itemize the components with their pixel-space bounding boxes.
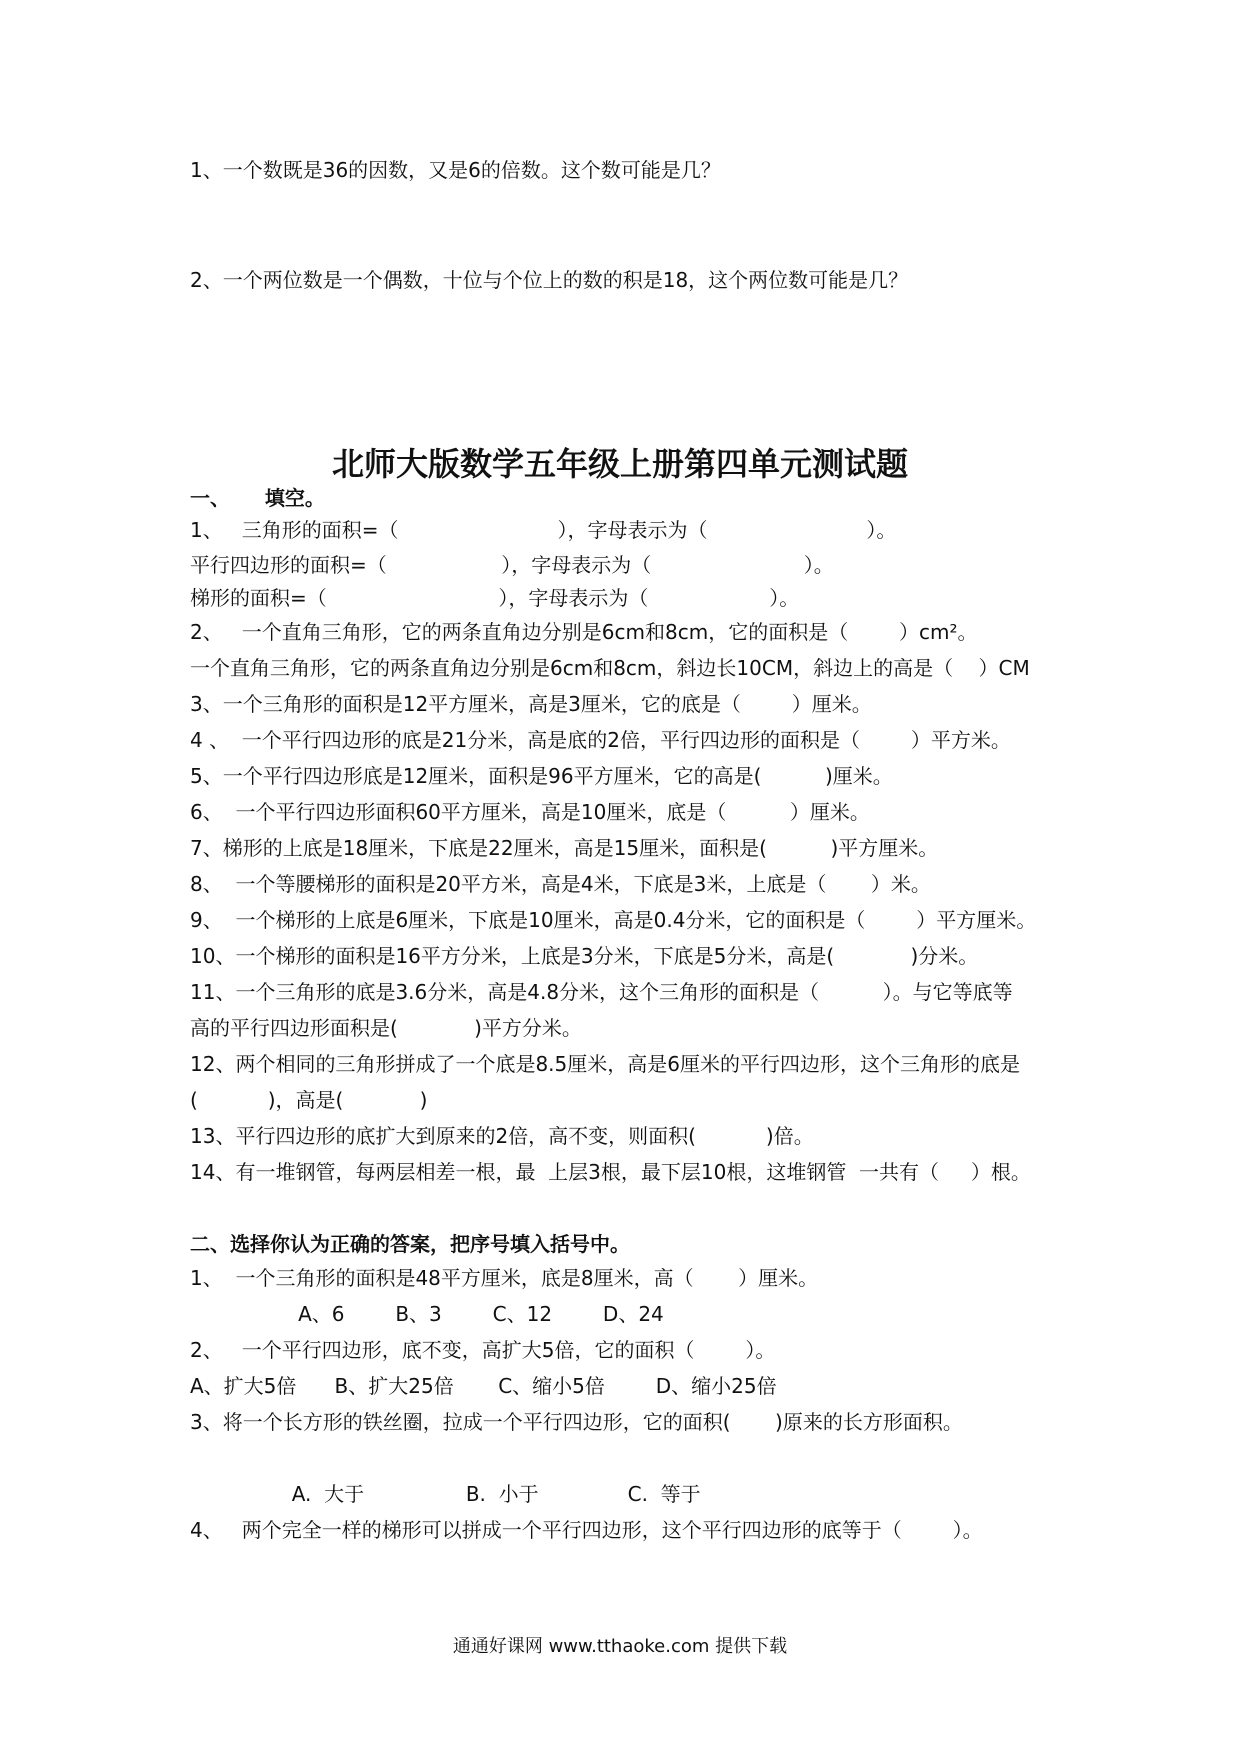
section2-heading: 二、选择你认为正确的答案，把序号填入括号中。 [190, 1232, 630, 1256]
choice-line-7: 4、 两个完全一样的梯形可以拼成一个平行四边形，这个平行四边形的底等于（ ）。 [190, 1518, 983, 1542]
fill-line-16: 12、两个相同的三角形拼成了一个底是8.5厘米，高是6厘米的平行四边形，这个三角形的底是 [190, 1052, 1020, 1076]
fill-line-9: 6、 一个平行四边形面积60平方厘米，高是10厘米，底是（ ）厘米。 [190, 800, 870, 824]
pre-question-1: 1、一个数既是36的因数，又是6的倍数。这个数可能是几？ [190, 158, 721, 182]
page-title: 北师大版数学五年级上册第四单元测试题 [331, 445, 908, 483]
fill-line-18: 13、平行四边形的底扩大到原来的2倍，高不变，则面积( )倍。 [190, 1124, 814, 1148]
fill-line-10: 7、梯形的上底是18厘米，下底是22厘米，高是15厘米，面积是( )平方厘米。 [190, 836, 939, 860]
choice-line-6: A. 大于 B. 小于 C. 等于 [190, 1482, 701, 1506]
fill-line-13: 10、一个梯形的面积是16平方分米，上底是3分米，下底是5分米，高是( )分米。 [190, 944, 979, 968]
fill-line-3: 梯形的面积=（ ），字母表示为（ ）。 [190, 586, 800, 610]
choice-line-3: 2、 一个平行四边形，底不变，高扩大5倍，它的面积（ ）。 [190, 1338, 776, 1362]
fill-line-4: 2、 一个直角三角形，它的两条直角边分别是6cm和8cm，它的面积是（ ）cm²。 [190, 620, 978, 644]
fill-line-15: 高的平行四边形面积是( )平方分米。 [190, 1016, 582, 1040]
choice-line-5: 3、将一个长方形的铁丝圈，拉成一个平行四边形，它的面积( )原来的长方形面积。 [190, 1410, 963, 1434]
fill-line-5: 一个直角三角形，它的两条直角边分别是6cm和8cm，斜边长10CM，斜边上的高是（ ）CM [190, 656, 1030, 680]
fill-line-14: 11、一个三角形的底是3.6分米，高是4.8分米，这个三角形的面积是（ ）。与它等底等 [190, 980, 1013, 1004]
fill-line-8: 5、一个平行四边形底是12厘米，面积是96平方厘米，它的高是( )厘米。 [190, 764, 893, 788]
fill-line-6: 3、一个三角形的面积是12平方厘米，高是3厘米，它的底是（ ）厘米。 [190, 692, 872, 716]
fill-line-17: ( )，高是( ) [190, 1088, 428, 1112]
fill-line-11: 8、 一个等腰梯形的面积是20平方米，高是4米，下底是3米，上底是（ ）米。 [190, 872, 931, 896]
fill-line-1: 1、 三角形的面积=（ ），字母表示为（ ）。 [190, 518, 897, 542]
choice-line-1: 1、 一个三角形的面积是48平方厘米，底是8厘米，高（ ）厘米。 [190, 1266, 819, 1290]
footer-credit: 通通好课网 www.tthaoke.com 提供下载 [452, 1636, 788, 1657]
pre-question-2: 2、一个两位数是一个偶数，十位与个位上的数的积是18，这个两位数可能是几？ [190, 268, 909, 292]
section1-heading: 一、 填空。 [190, 486, 325, 510]
fill-line-12: 9、 一个梯形的上底是6厘米，下底是10厘米，高是0.4分米，它的面积是（ ）平方厘米。 [190, 908, 1037, 932]
fill-line-7: 4 、 一个平行四边形的底是21分米，高是底的2倍，平行四边形的面积是（ ）平方米。 [190, 728, 1011, 752]
fill-line-2: 平行四边形的面积=（ ），字母表示为（ ）。 [190, 553, 834, 577]
choice-line-2: A、6 B、3 C、12 D、24 [190, 1302, 664, 1326]
choice-line-4: A、扩大5倍 B、扩大25倍 C、缩小5倍 D、缩小25倍 [190, 1374, 777, 1398]
fill-line-19: 14、有一堆钢管，每两层相差一根，最 上层3根，最下层10根，这堆钢管 一共有（ ）根。 [190, 1160, 1031, 1184]
